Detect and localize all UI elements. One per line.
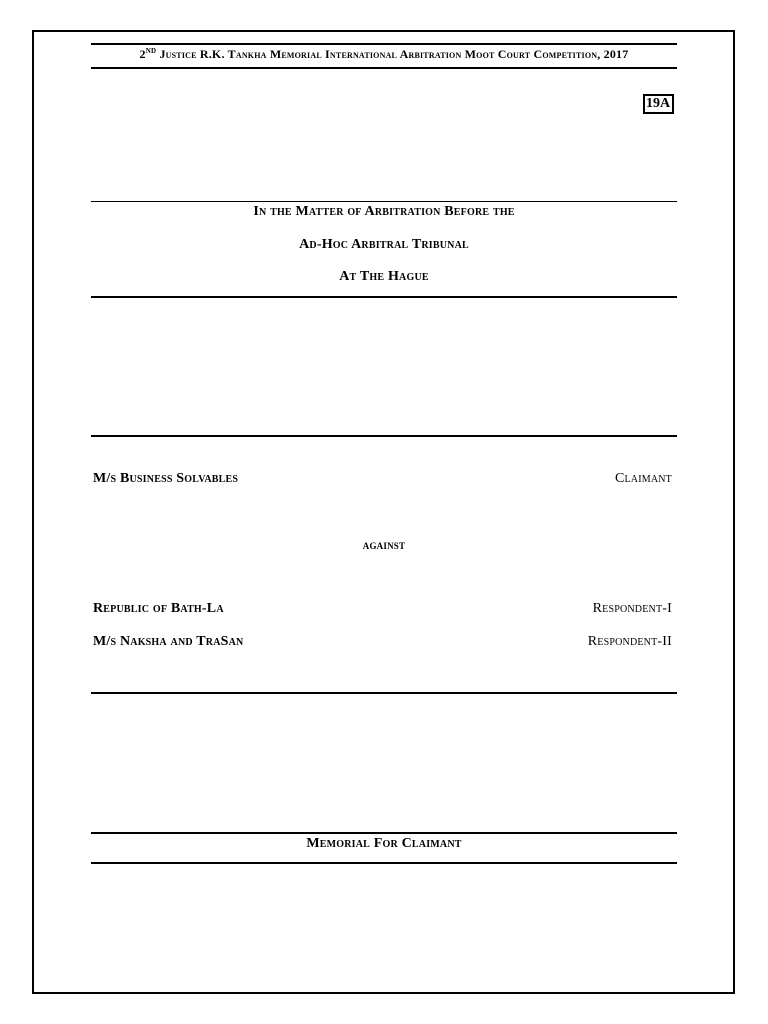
memorial-top-rule <box>91 832 677 834</box>
header-bottom-rule <box>91 67 677 69</box>
respondent-2-name: M/s Naksha and TraSan <box>93 634 244 649</box>
respondent-1-role: Respondent-I <box>592 601 672 616</box>
matter-bottom-rule <box>91 296 677 298</box>
competition-ordinal-suffix: ND <box>145 47 157 55</box>
memorial-title: Memorial For Claimant <box>306 836 462 851</box>
claimant-role: Claimant <box>614 471 672 486</box>
respondent-1-name: Republic of Bath-La <box>93 601 224 616</box>
memorial-bottom-rule <box>91 862 677 864</box>
team-code-badge: 19A <box>643 94 674 114</box>
parties-bottom-rule <box>91 692 677 694</box>
parties-top-rule <box>91 435 677 437</box>
competition-name: Justice R.K. Tankha Memorial International Arbitration Moot Court Competition, 2017 <box>159 47 629 61</box>
respondent-2-role: Respondent-II <box>587 634 672 649</box>
matter-line-1: In the Matter of Arbitration Before the <box>253 204 515 219</box>
matter-line-2: Ad-Hoc Arbitral Tribunal <box>299 237 469 252</box>
header-top-rule <box>91 43 677 45</box>
matter-top-rule <box>91 201 677 202</box>
competition-ordinal: 2 <box>139 47 146 61</box>
competition-title <box>91 47 677 62</box>
matter-line-3: At The Hague <box>339 269 429 284</box>
versus-label: against <box>362 537 406 552</box>
claimant-name: M/s Business Solvables <box>93 471 239 486</box>
